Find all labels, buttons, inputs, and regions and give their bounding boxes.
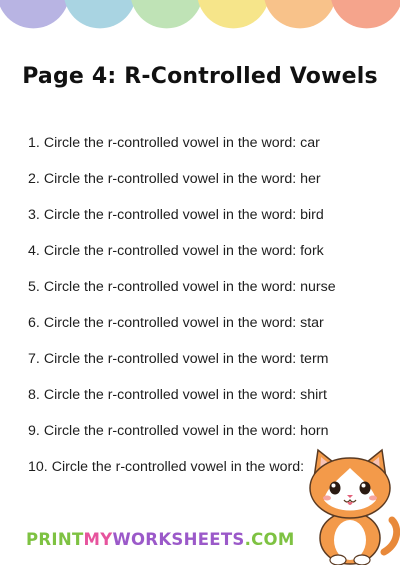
question-item	[28, 315, 336, 351]
question-number: 9.	[28, 423, 40, 439]
question-text: Circle the r-controlled vowel in the word: horn	[43, 423, 329, 439]
cat-icon	[300, 448, 400, 565]
question-item	[28, 279, 336, 315]
question-item	[28, 459, 336, 495]
scallop-3	[130, 0, 203, 28]
brand-part: WORKSHEETS	[112, 530, 245, 549]
question-number: 2.	[28, 171, 40, 187]
question-number: 1.	[28, 135, 40, 151]
question-text: Circle the r-controlled vowel in the word: shirt	[43, 387, 327, 403]
question-number: 3.	[28, 207, 40, 223]
question-number: 4.	[28, 243, 40, 259]
question-number: 10.	[28, 459, 48, 475]
scallop-header	[0, 0, 400, 36]
scallop-4	[197, 0, 270, 28]
question-number: 5.	[28, 279, 40, 295]
page-title: Page 4: R-Controlled Vowels	[22, 64, 378, 89]
question-item	[28, 243, 336, 279]
brand-part: PRINT	[26, 530, 84, 549]
question-text: Circle the r-controlled vowel in the word: car	[43, 135, 320, 151]
question-text: Circle the r-controlled vowel in the word: nurse	[43, 279, 336, 295]
brand-logo	[26, 530, 295, 549]
question-number: 7.	[28, 351, 40, 367]
question-item	[28, 423, 336, 459]
question-item	[28, 351, 336, 387]
question-text: Circle the r-controlled vowel in the word:	[51, 459, 305, 475]
question-item	[28, 135, 336, 171]
scallop-5	[264, 0, 337, 28]
scallop-1	[0, 0, 70, 28]
question-text: Circle the r-controlled vowel in the word: star	[43, 315, 324, 331]
question-item	[28, 387, 336, 423]
question-text: Circle the r-controlled vowel in the word: fork	[43, 243, 324, 259]
scallop-6	[330, 0, 400, 28]
brand-part: MY	[83, 530, 113, 549]
question-number: 6.	[28, 315, 40, 331]
brand-part: .COM	[244, 530, 295, 549]
question-text: Circle the r-controlled vowel in the word: her	[43, 171, 321, 187]
scallop-2	[64, 0, 137, 28]
question-item	[28, 207, 336, 243]
question-text: Circle the r-controlled vowel in the word: bird	[43, 207, 324, 223]
question-list	[28, 135, 336, 495]
question-item	[28, 171, 336, 207]
question-number: 8.	[28, 387, 40, 403]
question-text: Circle the r-controlled vowel in the word: term	[43, 351, 329, 367]
